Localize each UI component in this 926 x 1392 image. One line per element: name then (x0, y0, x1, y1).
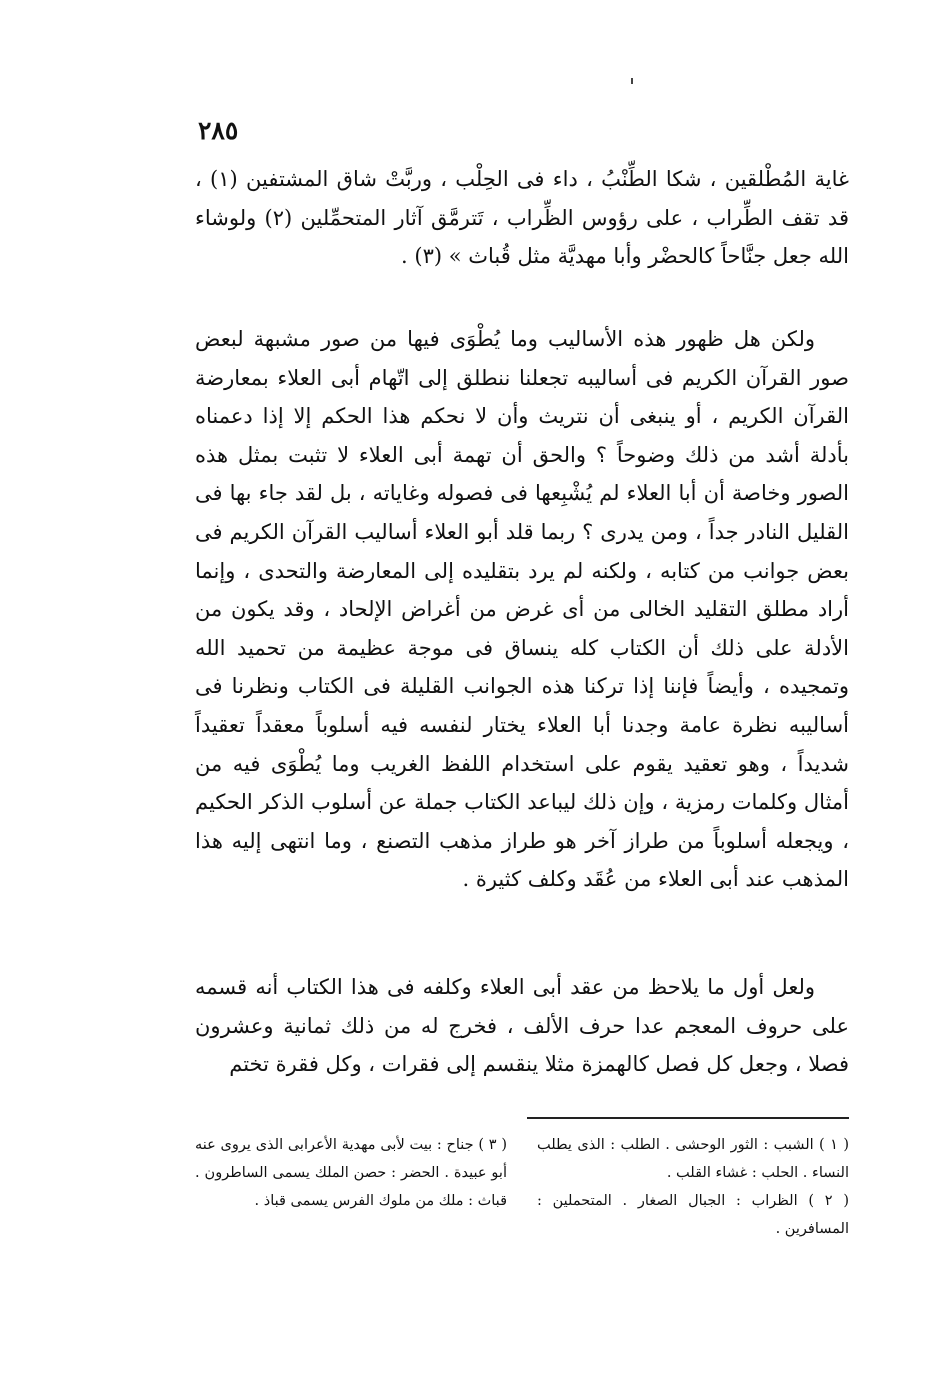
paragraph-text: ولعل أول ما يلاحظ من عقد أبى العلاء وكلفه فى هذا الكتاب أنه قسمه على حروف المعجم عدا حرف الألف ، فخرج له من ذلك ثمانية وعشرون فصلا ، وجعل كل فصل كالهمزة مثلا ينقسم إلى فقرات ، وكل فقرة تختم (195, 975, 849, 1077)
footnote-1: ( ١ ) الشبب : الثور الوحشى . الطلب : الذى يطلب النساء . الحلب : غشاء القلب . (537, 1137, 849, 1181)
footnote-3: ( ٣ ) جناح : بيت لأبى مهدية الأعرابى الذى يروى عنه أبو عبيدة . الحضر : حصن الملك يسمى الساطرون . قباث : ملك من ملوك الفرس يسمى قباذ . (195, 1137, 507, 1209)
footnotes (195, 1131, 849, 1243)
footnotes-left-column (195, 1131, 507, 1243)
paragraph-1 (195, 160, 849, 276)
footnote-2: ( ٢ ) الظراب : الجبال الصغار . المتحملين : المسافرين . (537, 1193, 849, 1237)
paragraph-3 (195, 968, 849, 1084)
footnotes-right-column (537, 1131, 849, 1243)
scan-speck (631, 78, 633, 84)
paragraph-text: ولكن هل ظهور هذه الأساليب وما يُطْوَى فيها من صور مشبهة لبعض صور القرآن الكريم فى أساليبه تجعلنا ننطلق إلى اتّهام أبى العلاء بمعارضة القرآن الكريم ، أو ينبغى أن نتريث وأن لا نحكم هذا الحكم إلا إذا دعمناه بأدلة أشد من ذلك وضوحاً ؟ والحق أن تهمة أبى العلاء لا تثبت بمثل هذه الصور وخاصة أن أبا العلاء لم يُشْبِعها فى فصوله وغاياته ، بل لقد جاء بها فى القليل النادر جداً ، ومن يدرى ؟ ربما قلد أبو العلاء أساليب القرآن الكريم فى بعض جوانب من كتابه ، ولكنه لم يرد بتقليده إلى المعارضة والتحدى ، وإنما أراد مطلق التقليد الخالى من أى غرض من أغراض الإلحاد ، وقد يكون من الأدلة على ذلك أن الكتاب كله ينساق فى موجة عظيمة من تحميد الله وتمجيده ، وأيضاً فإننا إذا تركنا هذه الجوانب القليلة فى الكتاب ونظرنا فى أساليبه نظرة عامة وجدنا أبا العلاء يختار لنفسه فيه أسلوباً معقداً تعقيداً شديداً ، وهو تعقيد يقوم على استخدام اللفظ الغريب وما يُطْوَى فيه من أمثال وكلمات رمزية ، وإن ذلك ليباعد الكتاب جملة عن أسلوب الذكر الحكيم ، ويجعله أسلوباً من طراز آخر هو طراز مذهب التصنع ، وما انتهى إليه هذا المذهب عند أبى العلاء من عُقَد وكلف كثيرة . (195, 327, 849, 892)
paragraph-text: غاية المُطْلقين ، شكا الطِّنْبُ ، داء فى الحِلْب ، وربَّتْ شاق المشتفين (١) ، قد تقف الطِّراب ، على رؤوس الظِّراب ، تَترمَّق آثار المتحمِّلين (٢) ولوشاء الله جعل جنَّاحاً كالحضْر وأبا مهديَّة مثل قُباث » (٣) . (195, 167, 849, 269)
page-number: ٢٨٥ (198, 116, 239, 145)
footnote-divider (527, 1117, 849, 1119)
paragraph-2 (195, 320, 849, 899)
